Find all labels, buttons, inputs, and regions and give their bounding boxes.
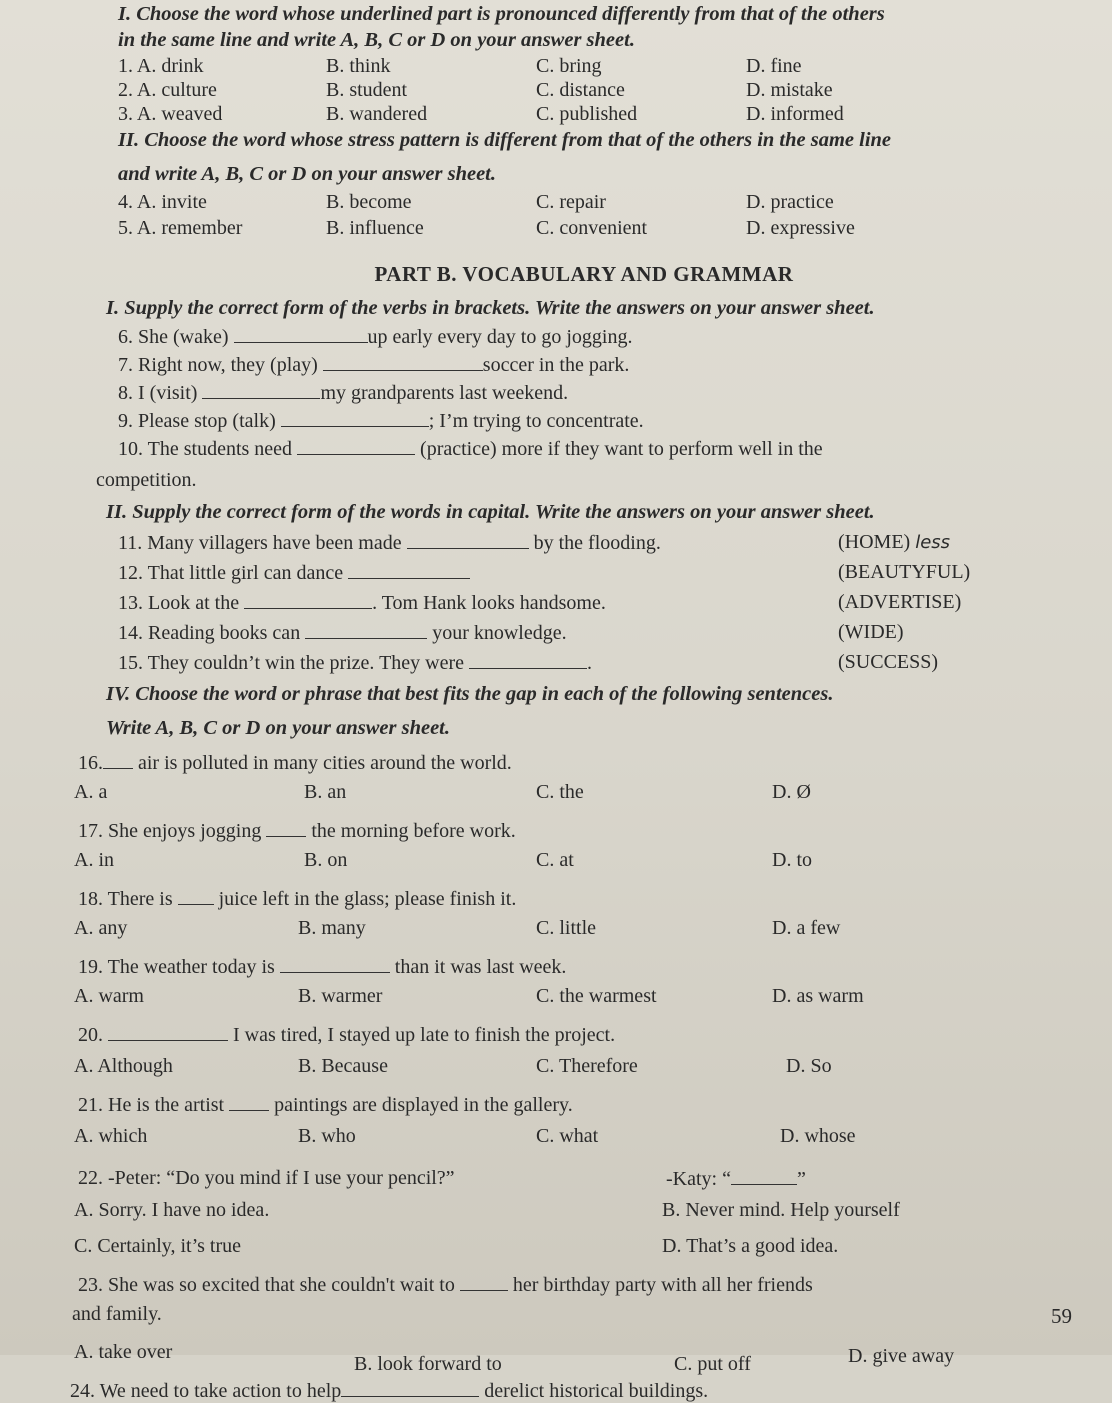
- options-23: [74, 1340, 1072, 1375]
- question-text: 6. She (wake): [118, 326, 229, 348]
- heading-text: in the same line and write A, B, C or D on your answer sheet.: [118, 29, 635, 51]
- question-text: (practice) more if they want to perform well in the: [420, 438, 823, 460]
- options-19: [74, 984, 1072, 1008]
- question-text: 15. They couldn’t win the prize. They were: [118, 652, 465, 674]
- heading-text: Write A, B, C or D on your answer sheet.: [106, 717, 450, 739]
- answer-blank[interactable]: [280, 954, 390, 973]
- heading-text: I. Choose the word whose underlined part is pronounced differently from that of the others: [118, 3, 885, 25]
- heading-text: I. Supply the correct form of the verbs in brackets. Write the answers on your answer sheet.: [106, 297, 875, 319]
- question-text: .: [587, 652, 593, 674]
- word-hint: (WIDE): [838, 621, 904, 643]
- question-23: [78, 1272, 1072, 1296]
- options-18: [74, 916, 1072, 940]
- question-text: 21. He is the artist: [78, 1094, 225, 1116]
- question-text: and family.: [72, 1303, 162, 1325]
- option: C. little: [536, 917, 596, 939]
- answer-blank[interactable]: [407, 530, 529, 549]
- question-24: [70, 1378, 1072, 1402]
- option: C. the: [536, 781, 584, 803]
- options-20: [74, 1054, 1072, 1078]
- question-text: the morning before work.: [311, 820, 516, 842]
- word-hint: (SUCCESS): [838, 651, 939, 673]
- option: C. repair: [536, 191, 606, 213]
- question-8: [96, 380, 1072, 404]
- question-16: [78, 750, 1072, 774]
- option: D. That’s a good idea.: [662, 1235, 839, 1257]
- section-heading: [96, 28, 1072, 52]
- option: C. bring: [536, 55, 602, 77]
- option: D. mistake: [746, 79, 833, 101]
- option: 5. A. remember: [118, 217, 243, 239]
- question-text: 7. Right now, they (play): [118, 354, 318, 376]
- section-heading: [96, 716, 1072, 740]
- question-text: your knowledge.: [432, 622, 567, 644]
- heading-text: II. Supply the correct form of the words in capital. Write the answers on your answer sheet.: [106, 501, 875, 523]
- question-text: paintings are displayed in the gallery.: [274, 1094, 573, 1116]
- option: B. Never mind. Help yourself: [662, 1199, 900, 1221]
- option: D. Ø: [772, 781, 811, 803]
- option: B. wandered: [326, 103, 428, 125]
- handwritten-note: less: [915, 532, 951, 553]
- question-text: competition.: [96, 469, 197, 491]
- question-22: [78, 1166, 1072, 1190]
- option: B. student: [326, 79, 408, 101]
- option: D. whose: [780, 1125, 856, 1147]
- option: B. think: [326, 55, 391, 77]
- question-text: 17. She enjoys jogging: [78, 820, 262, 842]
- option: C. Certainly, it’s true: [74, 1235, 242, 1257]
- question-14: [96, 620, 1072, 644]
- question-text: 18. There is: [78, 888, 173, 910]
- question-text: my grandparents last weekend.: [320, 382, 569, 404]
- question-text: derelict historical buildings.: [484, 1380, 709, 1402]
- question-text: 16.: [78, 752, 103, 774]
- question-text: I was tired, I stayed up late to finish the project.: [233, 1024, 616, 1046]
- option: B. many: [298, 917, 366, 939]
- option: D. expressive: [746, 217, 855, 239]
- question-text: by the flooding.: [533, 532, 661, 554]
- option: D. as warm: [772, 985, 864, 1007]
- question-19: [78, 954, 1072, 978]
- question-text: up early every day to go jogging.: [367, 326, 633, 348]
- option: A. take over: [74, 1341, 173, 1363]
- option: A. a: [74, 781, 108, 803]
- page-number: 59: [1051, 1304, 1072, 1328]
- word-hint: (BEAUTYFUL): [838, 561, 971, 583]
- question-11: [96, 530, 1072, 554]
- answer-blank[interactable]: [178, 886, 214, 905]
- options-22: [74, 1198, 1072, 1222]
- question-text: 8. I (visit): [118, 382, 198, 404]
- option: B. who: [298, 1125, 356, 1147]
- answer-blank[interactable]: [348, 560, 470, 579]
- question-row: [96, 78, 1072, 102]
- question-text: 12. That little girl can dance: [118, 562, 344, 584]
- question-6: [96, 324, 1072, 348]
- option: A. in: [74, 849, 114, 871]
- question-text: soccer in the park.: [482, 354, 630, 376]
- question-text: air is polluted in many cities around the world.: [138, 752, 512, 774]
- option: D. fine: [746, 55, 802, 77]
- option: D. So: [786, 1055, 832, 1077]
- options-17: [74, 848, 1072, 872]
- question-text: 24. We need to take action to help: [70, 1380, 342, 1402]
- question-text: ; I’m trying to concentrate.: [428, 410, 644, 432]
- question-row: [96, 190, 1072, 214]
- option: C. published: [536, 103, 638, 125]
- question-text: than it was last week.: [394, 956, 567, 978]
- option: D. informed: [746, 103, 844, 125]
- question-21: [78, 1092, 1072, 1116]
- option: 1. A. drink: [118, 55, 204, 77]
- option: B. warmer: [298, 985, 383, 1007]
- answer-blank[interactable]: [244, 590, 372, 609]
- answer-blank[interactable]: [460, 1272, 508, 1291]
- option: 4. A. invite: [118, 191, 207, 213]
- part-title: PART B. VOCABULARY AND GRAMMAR: [374, 262, 794, 286]
- option: B. become: [326, 191, 412, 213]
- word-hint: (HOME): [838, 531, 911, 553]
- answer-blank[interactable]: [234, 324, 368, 343]
- question-12: [96, 560, 1072, 584]
- section-heading: [96, 2, 1072, 26]
- option: A. Although: [74, 1055, 173, 1077]
- option: A. Sorry. I have no idea.: [74, 1199, 270, 1221]
- answer-blank[interactable]: [281, 408, 429, 427]
- section-heading: [96, 296, 1072, 320]
- answer-blank[interactable]: [202, 380, 320, 399]
- question-text: 9. Please stop (talk): [118, 410, 276, 432]
- options-21: [74, 1124, 1072, 1148]
- question-13: [96, 590, 1072, 614]
- option: A. any: [74, 917, 128, 939]
- question-text: 19. The weather today is: [78, 956, 275, 978]
- options-16: [74, 780, 1072, 804]
- question-text: 10. The students need: [118, 438, 293, 460]
- answer-blank[interactable]: [229, 1092, 269, 1111]
- question-text: . Tom Hank looks handsome.: [372, 592, 606, 614]
- answer-blank[interactable]: [108, 1022, 228, 1041]
- question-text: 22. -Peter: “Do you mind if I use your pencil?”: [78, 1167, 455, 1189]
- question-20: [78, 1022, 1072, 1046]
- answer-blank[interactable]: [731, 1166, 797, 1185]
- question-row: [96, 216, 1072, 240]
- question-text: 11. Many villagers have been made: [118, 532, 402, 554]
- answer-blank[interactable]: [469, 650, 587, 669]
- answer-blank[interactable]: [323, 352, 483, 371]
- question-text: 23. She was so excited that she couldn't wait to: [78, 1274, 455, 1296]
- option: C. the warmest: [536, 985, 657, 1007]
- question-10: [96, 436, 1072, 460]
- option: A. which: [74, 1125, 148, 1147]
- question-23-continued: [72, 1302, 1072, 1326]
- answer-blank[interactable]: [266, 818, 306, 837]
- question-text: 14. Reading books can: [118, 622, 301, 644]
- answer-blank[interactable]: [297, 436, 415, 455]
- answer-blank[interactable]: [341, 1378, 479, 1397]
- section-heading: [96, 682, 1072, 706]
- option: D. a few: [772, 917, 841, 939]
- option: C. put off: [674, 1353, 751, 1375]
- option: D. practice: [746, 191, 834, 213]
- option: B. an: [304, 781, 347, 803]
- option: D. to: [772, 849, 812, 871]
- question-text: -Katy: “: [666, 1168, 731, 1190]
- question-text: ”: [796, 1168, 806, 1190]
- option: C. convenient: [536, 217, 648, 239]
- heading-text: and write A, B, C or D on your answer sheet.: [118, 163, 496, 185]
- section-heading: [96, 128, 1072, 152]
- question-18: [78, 886, 1072, 910]
- question-10-continued: [96, 468, 1072, 492]
- question-9: [96, 408, 1072, 432]
- option: C. what: [536, 1125, 599, 1147]
- option: A. warm: [74, 985, 144, 1007]
- heading-text: IV. Choose the word or phrase that best fits the gap in each of the following sentences.: [106, 683, 834, 705]
- question-15: [96, 650, 1072, 674]
- question-17: [78, 818, 1072, 842]
- question-text: 20.: [78, 1024, 103, 1046]
- heading-text: II. Choose the word whose stress pattern is different from that of the others in the same line: [118, 129, 892, 151]
- option: B. influence: [326, 217, 424, 239]
- option: 3. A. weaved: [118, 103, 223, 125]
- option: B. look forward to: [354, 1353, 502, 1375]
- word-hint: (ADVERTISE): [838, 591, 962, 613]
- option: 2. A. culture: [118, 79, 217, 101]
- option: C. at: [536, 849, 574, 871]
- question-row: [96, 54, 1072, 78]
- option: B. Because: [298, 1055, 388, 1077]
- answer-blank[interactable]: [305, 620, 427, 639]
- question-text: her birthday party with all her friends: [512, 1274, 813, 1296]
- question-text: 13. Look at the: [118, 592, 240, 614]
- question-row: [96, 102, 1072, 126]
- option: D. give away: [848, 1345, 955, 1367]
- option: B. on: [304, 849, 348, 871]
- option: C. distance: [536, 79, 625, 101]
- option: C. Therefore: [536, 1055, 638, 1077]
- section-heading: [96, 162, 1072, 186]
- answer-blank[interactable]: [103, 750, 133, 769]
- options-22: [74, 1234, 1072, 1258]
- section-heading: [96, 500, 1072, 524]
- question-text: juice left in the glass; please finish it.: [218, 888, 517, 910]
- question-7: [96, 352, 1072, 376]
